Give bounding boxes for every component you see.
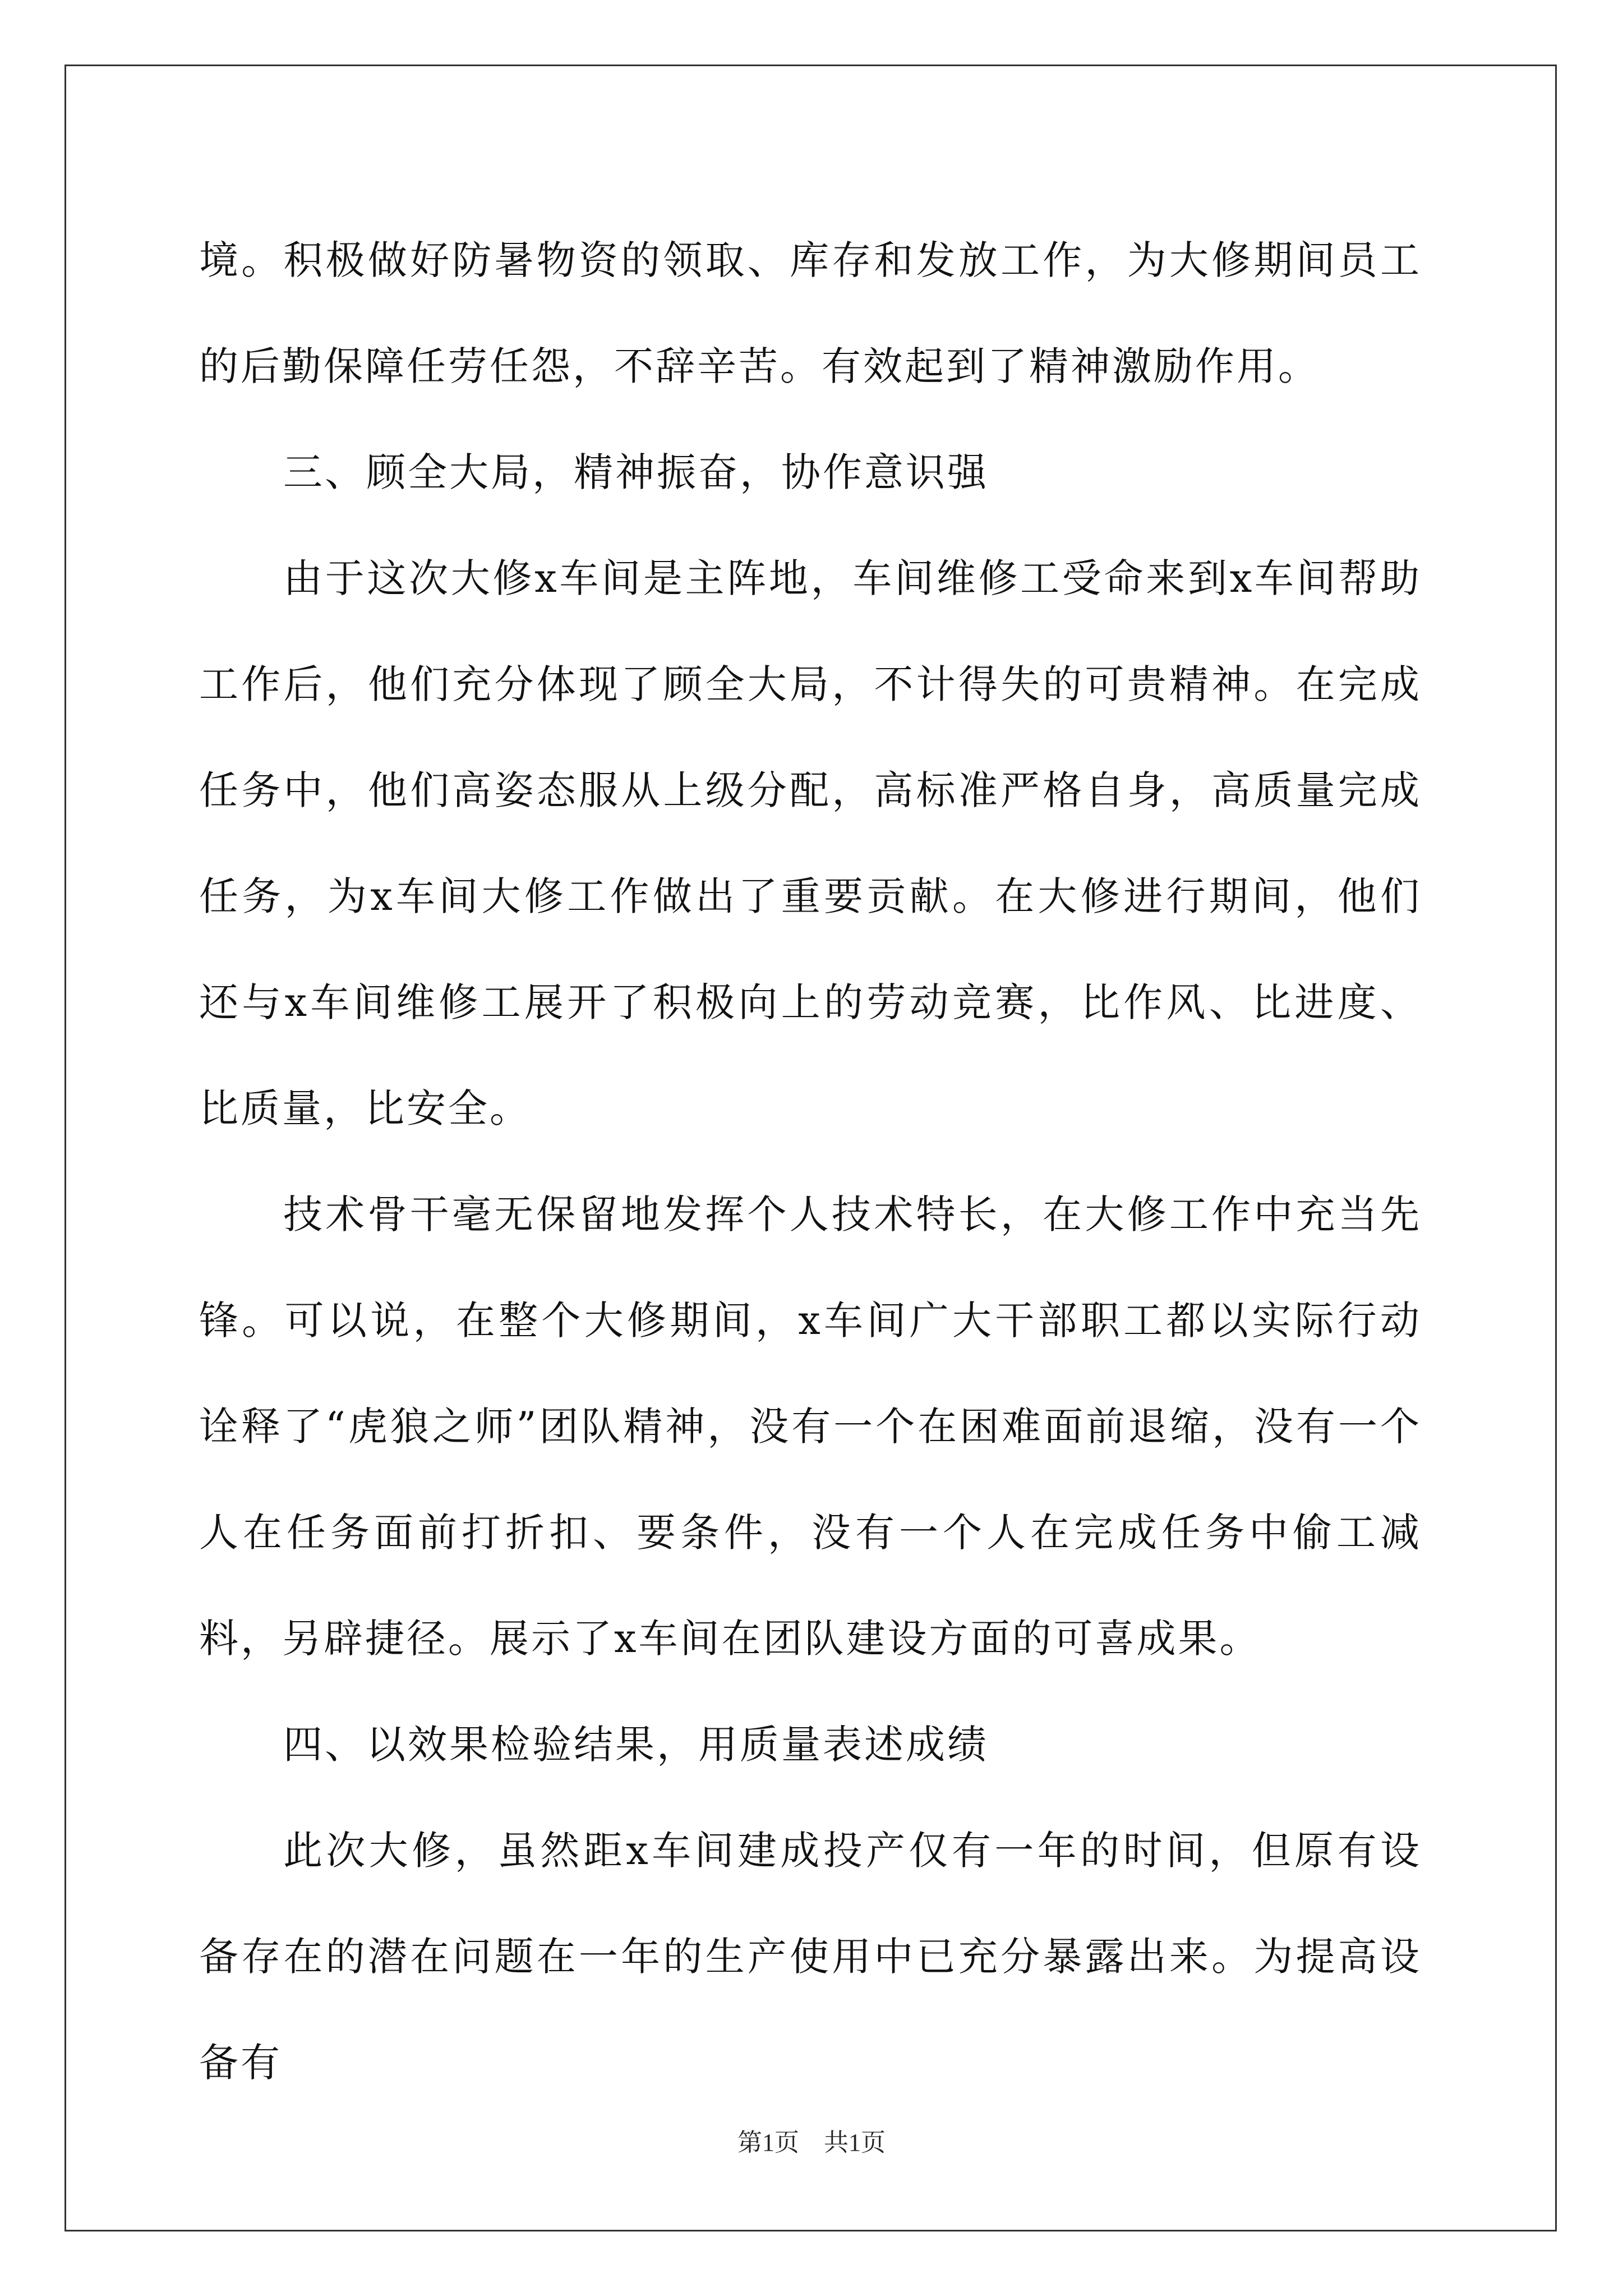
paragraph-3: 技术骨干毫无保留地发挥个人技术特长，在大修工作中充当先锋。可以说，在整个大修期间，x车间广大干部职工都以实际行动诠释了“虎狼之师”团队精神，没有一个在困难面前退缩，没有一个人在任务面前打折扣、要条件，没有一个人在完成任务中偷工减料，另辟捷径。展示了x车间在团队建设方面的可喜成果。 — [199, 1191, 1422, 1662]
paragraph-4: 此次大修，虽然距x车间建成投产仅有一年的时间，但原有设备存在的潜在问题在一年的生产使用中已充分暴露出来。为提高设备有 — [199, 1828, 1422, 2086]
document-body — [199, 208, 1422, 2116]
page-footer: 第1页 共1页 — [737, 2129, 886, 2156]
paragraph-1: 境。积极做好防暑物资的领取、库存和发放工作，为大修期间员工的后勤保障任劳任怨，不辞辛苦。有效起到了精神激励作用。 — [199, 237, 1422, 389]
section-heading-4: 四、以效果检验结果，用质量表述成绩 — [283, 1722, 989, 1768]
section-heading-3: 三、顾全大局，精神振奋，协作意识强 — [283, 449, 989, 495]
paragraph-2: 由于这次大修x车间是主阵地，车间维修工受命来到x车间帮助工作后，他们充分体现了顾全大局，不计得失的可贵精神。在完成任务中，他们高姿态服从上级分配，高标准严格自身，高质量完成任务，为x车间大修工作做出了重要贡献。在大修进行期间，他们还与x车间维修工展开了积极向上的劳动竞赛，比作风、比进度、比质量，比安全。 — [199, 555, 1422, 1131]
